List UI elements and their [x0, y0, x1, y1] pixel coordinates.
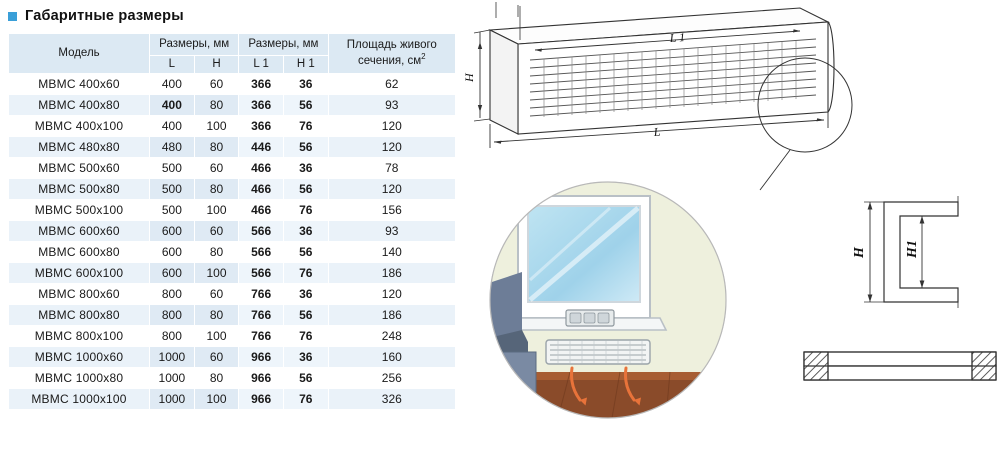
- cell-h: 80: [194, 305, 239, 326]
- th-area-sup: 2: [421, 52, 426, 62]
- cell-l1: 966: [239, 347, 284, 368]
- cell-model: МВМС 400х100: [9, 116, 150, 137]
- cell-h1: 56: [283, 137, 328, 158]
- th-area-label: Площадь живого сечения, см: [346, 39, 437, 68]
- cell-area: 78: [328, 158, 455, 179]
- cell-h1: 76: [283, 326, 328, 347]
- cell-area: 186: [328, 263, 455, 284]
- cell-l: 800: [150, 326, 195, 347]
- cell-l1: 366: [239, 116, 284, 137]
- cell-l1: 446: [239, 137, 284, 158]
- cell-l1: 366: [239, 74, 284, 95]
- table-row: [9, 347, 456, 368]
- cell-model: МВМС 500х100: [9, 200, 150, 221]
- cell-model: МВМС 400х60: [9, 74, 150, 95]
- cell-area: 248: [328, 326, 455, 347]
- cell-area: 186: [328, 305, 455, 326]
- cell-h1: 76: [283, 389, 328, 410]
- cell-l1: 966: [239, 368, 284, 389]
- cell-h: 80: [194, 242, 239, 263]
- cell-h1: 76: [283, 263, 328, 284]
- table-row: [9, 137, 456, 158]
- cell-l1: 766: [239, 305, 284, 326]
- cell-model: МВМС 600х80: [9, 242, 150, 263]
- cell-h: 60: [194, 221, 239, 242]
- th-l1: L 1: [239, 56, 284, 74]
- cell-l: 500: [150, 158, 195, 179]
- table-row: [9, 95, 456, 116]
- cell-h: 80: [194, 179, 239, 200]
- cell-l1: 766: [239, 284, 284, 305]
- cell-area: 120: [328, 137, 455, 158]
- cell-l1: 466: [239, 158, 284, 179]
- label-h: H: [462, 73, 476, 82]
- cell-l1: 566: [239, 263, 284, 284]
- cell-area: 326: [328, 389, 455, 410]
- dimensions-table-wrap: [8, 33, 456, 410]
- cell-model: МВМС 800х60: [9, 284, 150, 305]
- cell-area: 93: [328, 221, 455, 242]
- cell-l1: 466: [239, 200, 284, 221]
- cell-l: 500: [150, 200, 195, 221]
- cell-h1: 36: [283, 221, 328, 242]
- th-group-dims-2: Размеры, мм: [239, 34, 328, 56]
- cell-l: 1000: [150, 389, 195, 410]
- cell-model: МВМС 800х80: [9, 305, 150, 326]
- cell-h1: 36: [283, 284, 328, 305]
- dimensions-table: [8, 33, 456, 410]
- cell-h: 100: [194, 200, 239, 221]
- cell-h: 60: [194, 347, 239, 368]
- cell-h1: 36: [283, 74, 328, 95]
- cell-model: МВМС 400х80: [9, 95, 150, 116]
- cell-area: 62: [328, 74, 455, 95]
- cell-h1: 56: [283, 368, 328, 389]
- table-row: [9, 158, 456, 179]
- cell-h1: 56: [283, 179, 328, 200]
- cell-area: 93: [328, 95, 455, 116]
- cell-h: 60: [194, 284, 239, 305]
- cell-l: 800: [150, 305, 195, 326]
- label-section-h: H: [852, 247, 867, 258]
- cell-l1: 466: [239, 179, 284, 200]
- table-header-row-1: [9, 34, 456, 56]
- table-body: [9, 74, 456, 410]
- cell-l: 400: [150, 74, 195, 95]
- window-scene-illustration: [480, 182, 726, 418]
- table-row: [9, 389, 456, 410]
- cell-area: 156: [328, 200, 455, 221]
- cell-h1: 36: [283, 347, 328, 368]
- cell-model: МВМС 600х100: [9, 263, 150, 284]
- cell-h1: 76: [283, 200, 328, 221]
- label-section-h1: H1: [905, 240, 920, 258]
- cell-h1: 56: [283, 305, 328, 326]
- cell-area: 120: [328, 116, 455, 137]
- cell-l1: 566: [239, 242, 284, 263]
- cell-h1: 36: [283, 158, 328, 179]
- table-row: [9, 326, 456, 347]
- cell-h: 100: [194, 116, 239, 137]
- cell-l: 600: [150, 242, 195, 263]
- cell-h: 80: [194, 95, 239, 116]
- cell-l: 1000: [150, 347, 195, 368]
- th-h: H: [194, 56, 239, 74]
- table-row: [9, 116, 456, 137]
- th-area: [328, 34, 455, 74]
- cell-l: 500: [150, 179, 195, 200]
- cell-area: 256: [328, 368, 455, 389]
- label-l: L: [653, 124, 661, 139]
- table-row: [9, 242, 456, 263]
- cell-l1: 366: [239, 95, 284, 116]
- cell-h: 100: [194, 326, 239, 347]
- cell-area: 120: [328, 179, 455, 200]
- table-row: [9, 200, 456, 221]
- th-h1: H 1: [283, 56, 328, 74]
- cell-h: 80: [194, 368, 239, 389]
- cell-l1: 966: [239, 389, 284, 410]
- cell-l: 400: [150, 95, 195, 116]
- cell-model: МВМС 500х60: [9, 158, 150, 179]
- table-head: [9, 34, 456, 74]
- cell-model: МВМС 600х60: [9, 221, 150, 242]
- cell-h: 60: [194, 74, 239, 95]
- cell-l1: 766: [239, 326, 284, 347]
- cell-h: 60: [194, 158, 239, 179]
- table-row: [9, 368, 456, 389]
- cell-l1: 566: [239, 221, 284, 242]
- cross-section-plan-drawing: [804, 352, 996, 380]
- cell-h: 100: [194, 263, 239, 284]
- grille-isometric-drawing: [462, 0, 852, 190]
- cell-model: МВМС 480х80: [9, 137, 150, 158]
- cell-h1: 76: [283, 116, 328, 137]
- label-l1: L 1: [669, 29, 686, 45]
- cell-l: 480: [150, 137, 195, 158]
- table-row: [9, 263, 456, 284]
- cell-area: 120: [328, 284, 455, 305]
- cell-h1: 56: [283, 95, 328, 116]
- cell-model: МВМС 800х100: [9, 326, 150, 347]
- cell-model: МВМС 500х80: [9, 179, 150, 200]
- page-title-label: Габаритные размеры: [25, 8, 184, 24]
- cell-l: 600: [150, 263, 195, 284]
- th-model: Модель: [9, 34, 150, 74]
- th-l: L: [150, 56, 195, 74]
- illustration-area: [460, 0, 1001, 464]
- cell-h: 100: [194, 389, 239, 410]
- th-group-dims: Размеры, мм: [150, 34, 239, 56]
- page-title: [8, 8, 184, 24]
- cell-l: 1000: [150, 368, 195, 389]
- bullet-icon: [8, 12, 17, 21]
- table-row: [9, 305, 456, 326]
- cell-l: 600: [150, 221, 195, 242]
- table-row: [9, 284, 456, 305]
- cell-model: МВМС 1000х80: [9, 368, 150, 389]
- cross-section-front-drawing: [852, 196, 958, 308]
- cell-area: 160: [328, 347, 455, 368]
- cell-l: 400: [150, 116, 195, 137]
- table-row: [9, 221, 456, 242]
- cell-area: 140: [328, 242, 455, 263]
- table-row: [9, 179, 456, 200]
- cell-l: 800: [150, 284, 195, 305]
- table-row: [9, 74, 456, 95]
- cell-model: МВМС 1000х60: [9, 347, 150, 368]
- cell-h: 80: [194, 137, 239, 158]
- cell-model: МВМС 1000х100: [9, 389, 150, 410]
- cell-h1: 56: [283, 242, 328, 263]
